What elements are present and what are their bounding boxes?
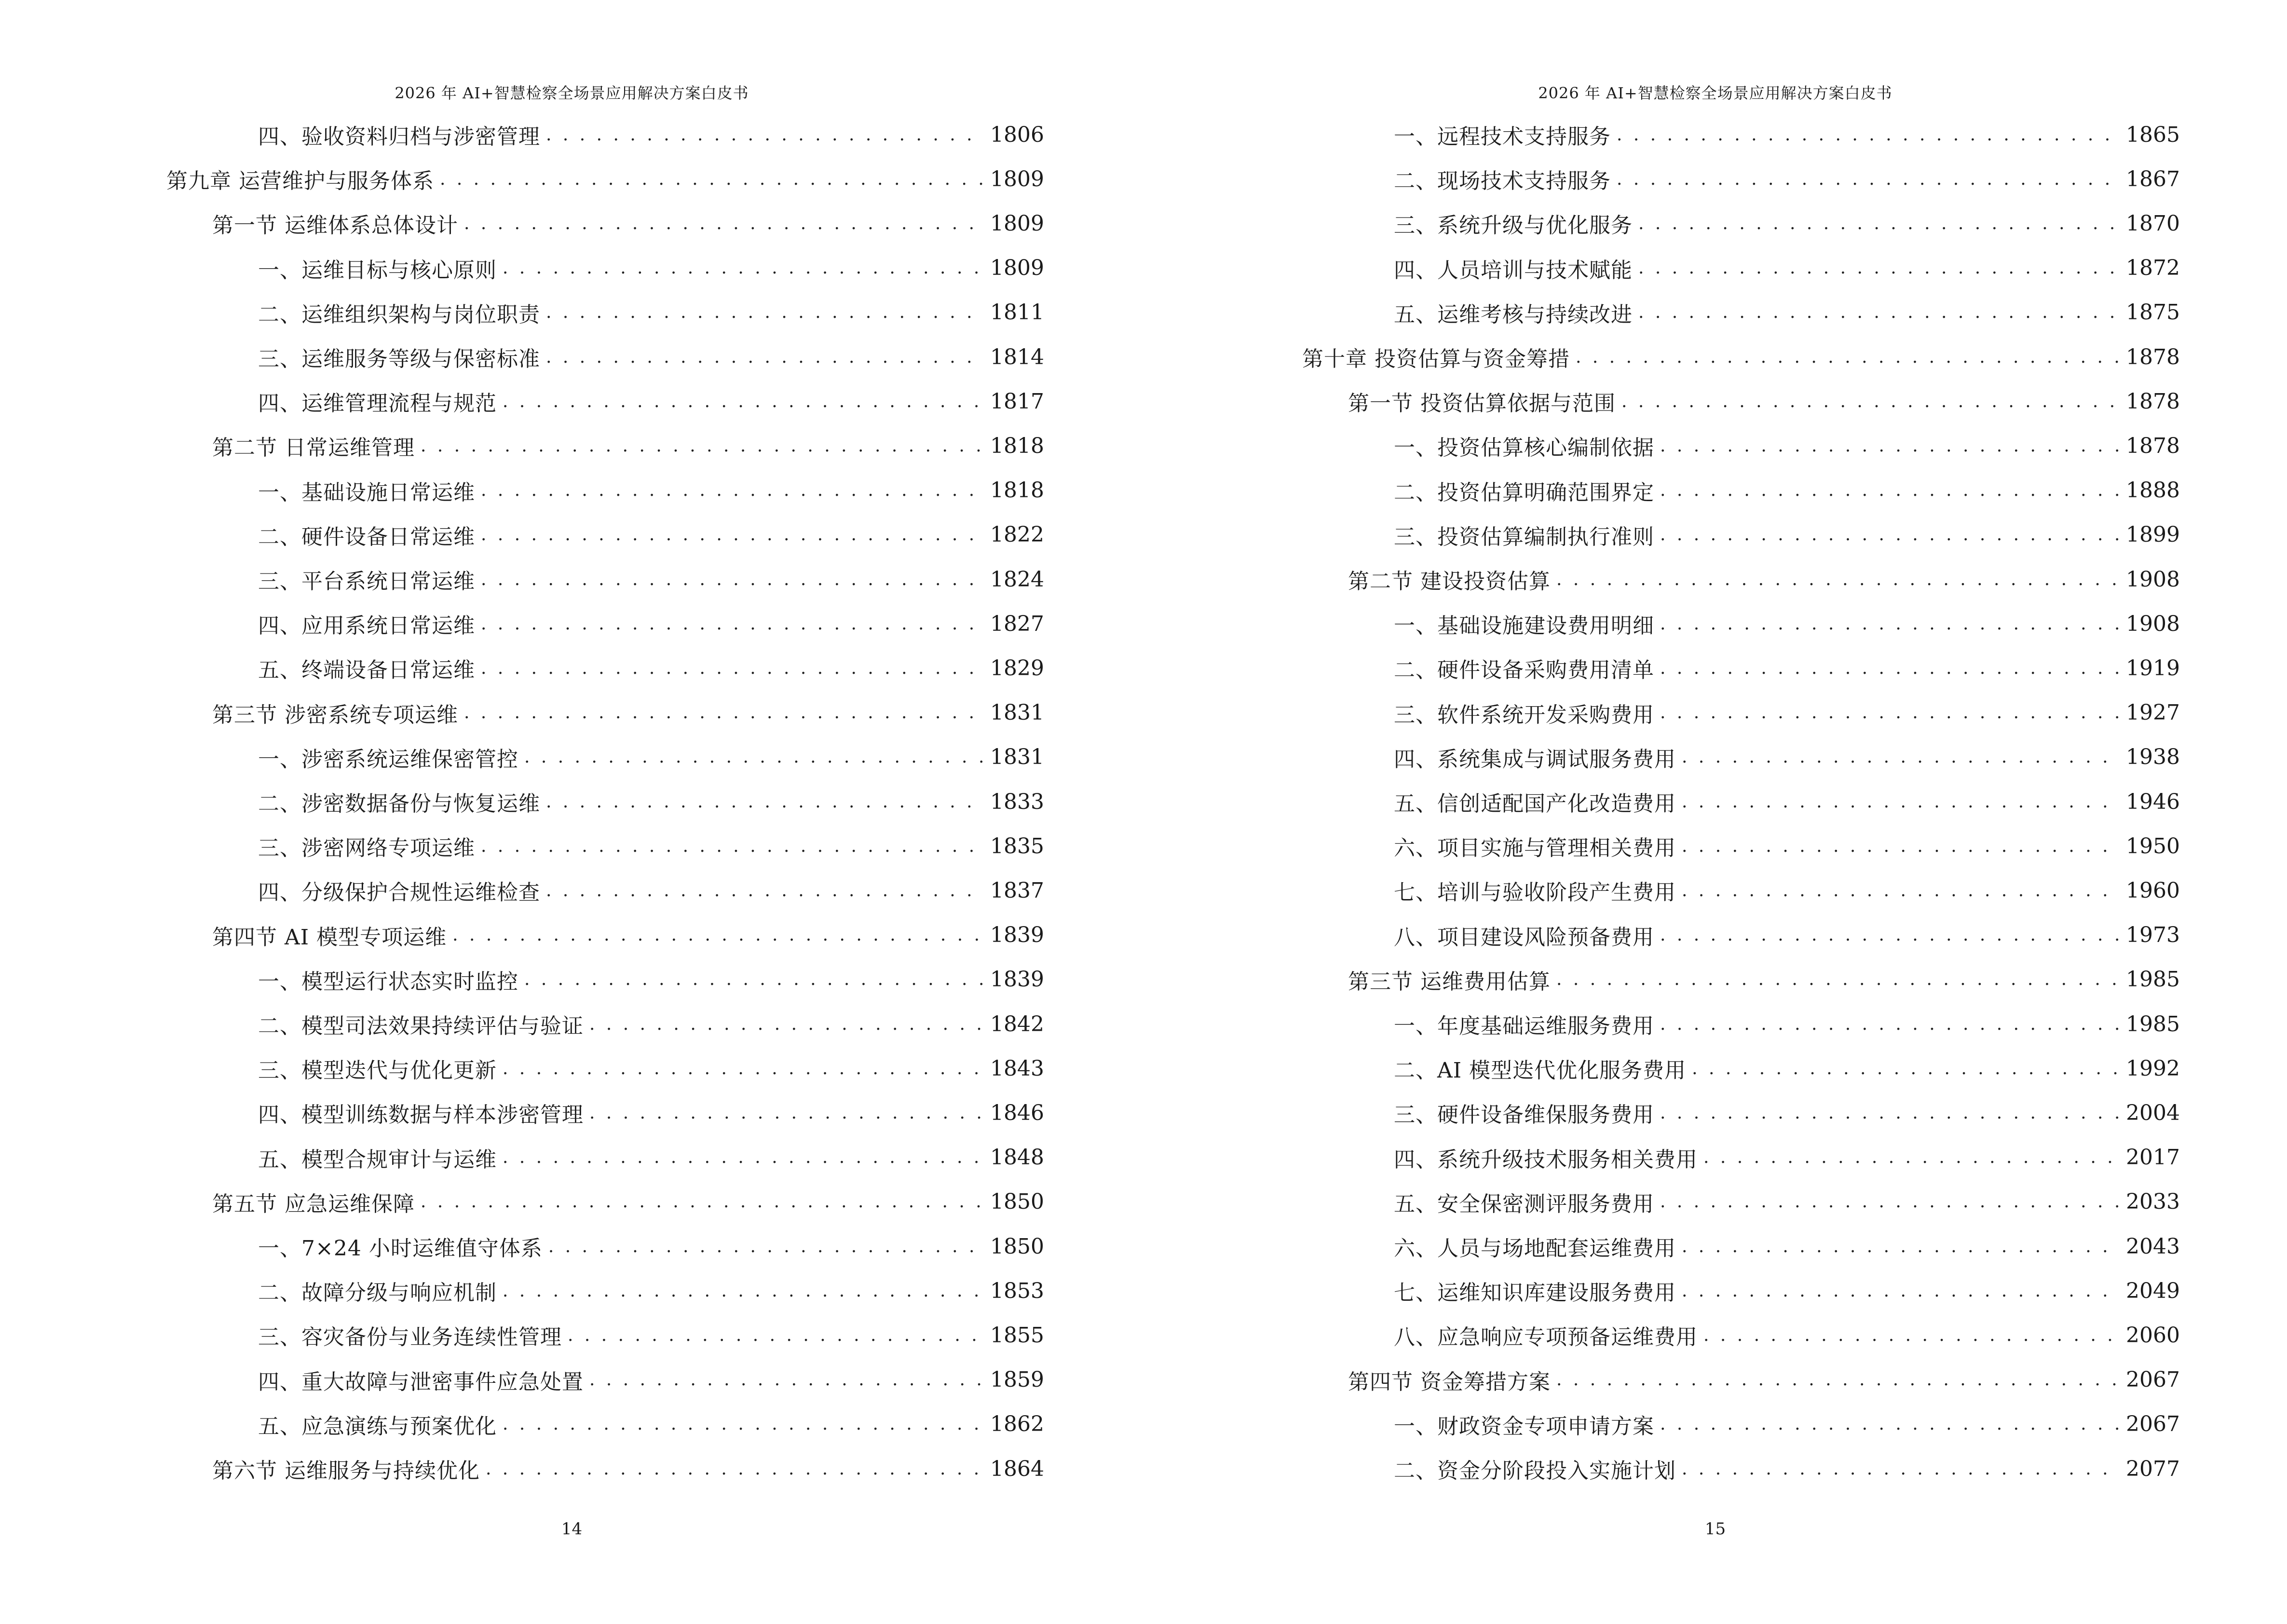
toc-entry-page: 1865 <box>2126 122 2180 147</box>
dot-leader <box>503 1059 984 1078</box>
dot-leader <box>1638 214 2120 233</box>
toc-entry-page: 1992 <box>2126 1056 2180 1081</box>
toc-item[interactable] <box>1394 162 2180 196</box>
dot-leader <box>1682 1237 2120 1256</box>
toc-entry-page: 1811 <box>990 300 1044 325</box>
toc-entry-title: 二、AI 模型迭代优化服务费用 <box>1394 1058 1687 1083</box>
toc-entry-title: 五、终端设备日常运维 <box>258 658 475 683</box>
dot-leader <box>503 1147 984 1167</box>
toc-item[interactable] <box>1394 1096 2180 1130</box>
toc-entry-title: 三、平台系统日常运维 <box>258 569 475 594</box>
toc-entry-page: 1859 <box>990 1367 1044 1392</box>
toc-entry-title: 第二节 日常运维管理 <box>212 436 415 461</box>
toc-item[interactable] <box>258 1229 1044 1263</box>
toc-entry-page: 1824 <box>990 567 1044 592</box>
toc-item[interactable] <box>258 873 1044 907</box>
dot-leader <box>1682 792 2120 812</box>
toc-item[interactable] <box>258 1407 1044 1441</box>
toc-entry-page: 1985 <box>2126 967 2180 992</box>
toc-entry-title: 第一节 运维体系总体设计 <box>212 213 458 238</box>
dot-leader <box>503 258 984 278</box>
dot-leader <box>421 1192 984 1212</box>
toc-section[interactable] <box>1348 1363 2180 1397</box>
dot-leader <box>481 525 984 545</box>
toc-entry-page: 2049 <box>2126 1278 2180 1303</box>
toc-entry-title: 一、运维目标与核心原则 <box>258 258 497 283</box>
dot-leader <box>1682 1459 2120 1479</box>
toc-item[interactable] <box>1394 1051 2180 1085</box>
toc-item[interactable] <box>258 1007 1044 1041</box>
toc-entry-page: 1946 <box>2126 789 2180 814</box>
dot-leader <box>1638 258 2120 278</box>
toc-entry-title: 二、故障分级与响应机制 <box>258 1281 497 1306</box>
toc-entry-page: 1833 <box>990 789 1044 814</box>
toc-entry-title: 一、7×24 小时运维值守体系 <box>258 1236 543 1261</box>
toc-entry-page: 1837 <box>990 878 1044 903</box>
dot-leader <box>1660 1014 2120 1034</box>
toc-section[interactable] <box>212 918 1044 952</box>
toc-entry-page: 1985 <box>2126 1011 2180 1037</box>
toc-section[interactable] <box>212 206 1044 240</box>
toc-item[interactable] <box>258 251 1044 285</box>
toc-item[interactable] <box>258 118 1044 151</box>
toc-entry-title: 第二节 建设投资估算 <box>1348 569 1551 594</box>
toc-item[interactable] <box>258 518 1044 552</box>
toc-item[interactable] <box>258 607 1044 641</box>
toc-entry-page: 1867 <box>2126 166 2180 191</box>
dot-leader <box>1703 1147 2120 1167</box>
dot-leader <box>546 792 984 812</box>
toc-entry-page: 1853 <box>990 1278 1044 1303</box>
dot-leader <box>524 747 984 767</box>
toc-entry-page: 2043 <box>2126 1234 2180 1259</box>
toc-entry-title: 八、应急响应专项预备运维费用 <box>1394 1325 1698 1350</box>
dot-leader <box>503 1281 984 1301</box>
toc-item[interactable] <box>1394 1274 2180 1308</box>
toc-page-right <box>1144 0 2287 1624</box>
dot-leader <box>1621 392 2120 411</box>
toc-entry-page: 1850 <box>990 1189 1044 1215</box>
toc-section[interactable] <box>212 1452 1044 1486</box>
toc-entry-page: 1850 <box>990 1234 1044 1259</box>
toc-item[interactable] <box>258 296 1044 329</box>
toc-item[interactable] <box>258 1318 1044 1352</box>
dot-leader <box>1660 1103 2120 1123</box>
toc-entry-title: 一、涉密系统运维保密管控 <box>258 747 518 772</box>
dot-leader <box>546 125 984 145</box>
toc-entry-title: 第三节 运维费用估算 <box>1348 969 1551 994</box>
toc-item[interactable] <box>1394 829 2180 863</box>
toc-entry-title: 四、人员培训与技术赋能 <box>1394 258 1633 283</box>
toc-item[interactable] <box>1394 518 2180 552</box>
dot-leader <box>589 1103 984 1123</box>
dot-leader <box>589 1370 984 1390</box>
toc-entry-title: 一、年度基础运维服务费用 <box>1394 1014 1654 1038</box>
toc-entry-page: 1835 <box>990 833 1044 859</box>
toc-item[interactable] <box>1394 607 2180 641</box>
toc-entry-page: 1806 <box>990 122 1044 147</box>
toc-entry-title: 二、硬件设备采购费用清单 <box>1394 658 1654 683</box>
dot-leader <box>524 969 984 989</box>
dot-leader <box>1703 1325 2120 1345</box>
toc-entry-title: 七、运维知识库建设服务费用 <box>1394 1281 1676 1306</box>
toc-item[interactable] <box>1394 651 2180 685</box>
toc-entry-page: 1899 <box>2126 522 2180 547</box>
dot-leader <box>481 480 984 500</box>
dot-leader <box>1556 570 2120 589</box>
toc-item[interactable] <box>1394 785 2180 819</box>
toc-entry-title: 第六节 运维服务与持续优化 <box>212 1459 480 1483</box>
toc-entry-title: 二、现场技术支持服务 <box>1394 169 1611 194</box>
toc-entry-page: 2017 <box>2126 1145 2180 1170</box>
dot-leader <box>1660 925 2120 945</box>
toc-entry-title: 一、财政资金专项申请方案 <box>1394 1414 1654 1439</box>
toc-entry-page: 1822 <box>990 522 1044 547</box>
toc-item[interactable] <box>258 1274 1044 1308</box>
toc-entry-title: 三、运维服务等级与保密标准 <box>258 347 540 371</box>
toc-entry-title: 二、运维组织架构与岗位职责 <box>258 302 540 327</box>
dot-leader <box>1660 436 2120 456</box>
toc-entry-title: 三、系统升级与优化服务 <box>1394 213 1633 238</box>
toc-entry-title: 第一节 投资估算依据与范围 <box>1348 391 1616 416</box>
dot-leader <box>546 881 984 901</box>
toc-entry-page: 1839 <box>990 923 1044 948</box>
toc-item[interactable] <box>258 562 1044 596</box>
toc-entry-title: 二、模型司法效果持续评估与验证 <box>258 1014 584 1038</box>
toc-entry-page: 1814 <box>990 344 1044 369</box>
toc-entry-page: 1938 <box>2126 745 2180 770</box>
toc-entry-title: 二、涉密数据备份与恢复运维 <box>258 792 540 816</box>
toc-item[interactable] <box>1394 740 2180 774</box>
toc-entry-title: 五、应急演练与预案优化 <box>258 1414 497 1439</box>
toc-entry-page: 1875 <box>2126 300 2180 325</box>
dot-leader <box>1682 881 2120 901</box>
toc-section[interactable] <box>1348 562 2180 596</box>
dot-leader <box>1660 1414 2120 1434</box>
toc-entry-page: 2060 <box>2126 1323 2180 1348</box>
toc-entry-page: 2077 <box>2126 1456 2180 1481</box>
toc-section[interactable] <box>1348 384 2180 418</box>
toc-entry-title: 四、重大故障与泄密事件应急处置 <box>258 1369 584 1394</box>
dot-leader <box>440 169 984 189</box>
toc-entry-title: 六、人员与场地配套运维费用 <box>1394 1236 1676 1261</box>
toc-entry-page: 1888 <box>2126 478 2180 503</box>
toc-entry-title: 三、软件系统开发采购费用 <box>1394 702 1654 727</box>
toc-entry-page: 1839 <box>990 967 1044 992</box>
toc-entry-title: 五、运维考核与持续改进 <box>1394 302 1633 327</box>
toc-entry-page: 1855 <box>990 1323 1044 1348</box>
toc-entry-page: 1817 <box>990 389 1044 414</box>
dot-leader <box>1660 703 2120 723</box>
toc-item[interactable] <box>258 474 1044 507</box>
dot-leader <box>568 1325 984 1345</box>
toc-entry-title: 三、投资估算编制执行准则 <box>1394 524 1654 549</box>
toc-chapter[interactable] <box>1302 340 2180 374</box>
toc-entry-title: 二、资金分阶段投入实施计划 <box>1394 1459 1676 1483</box>
toc-entry-title: 五、模型合规审计与运维 <box>258 1147 497 1172</box>
toc-section[interactable] <box>212 1185 1044 1219</box>
toc-entry-page: 1842 <box>990 1011 1044 1037</box>
dot-leader <box>481 658 984 678</box>
toc-item[interactable] <box>1394 296 2180 329</box>
toc-entry-title: 第五节 应急运维保障 <box>212 1191 415 1216</box>
toc-entry-title: 一、模型运行状态实时监控 <box>258 969 518 994</box>
dot-leader <box>464 214 984 233</box>
toc-item[interactable] <box>258 963 1044 996</box>
toc-entry-page: 1908 <box>2126 567 2180 592</box>
dot-leader <box>1682 747 2120 767</box>
toc-entry-title: 八、项目建设风险预备费用 <box>1394 925 1654 950</box>
toc-entry-page: 1862 <box>990 1412 1044 1437</box>
toc-entry-page: 1809 <box>990 256 1044 281</box>
toc-entry-page: 1919 <box>2126 655 2180 681</box>
dot-leader <box>1556 969 2120 989</box>
toc-entry-page: 1843 <box>990 1056 1044 1081</box>
toc-item[interactable] <box>258 384 1044 418</box>
page-number: 14 <box>561 1519 583 1539</box>
toc-entry-title: 第九章 运营维护与服务体系 <box>166 169 434 194</box>
toc-entry-page: 1829 <box>990 655 1044 681</box>
toc-entry-title: 三、容灾备份与业务连续性管理 <box>258 1325 562 1350</box>
toc-entry-page: 1870 <box>2126 211 2180 236</box>
dot-leader <box>1617 125 2120 145</box>
dot-leader <box>548 1237 984 1256</box>
toc-entry-title: 四、分级保护合规性运维检查 <box>258 880 540 905</box>
toc-entry-page: 1831 <box>990 700 1044 725</box>
toc-item[interactable] <box>1394 429 2180 463</box>
toc-entry-page: 1878 <box>2126 344 2180 369</box>
toc-item[interactable] <box>258 340 1044 374</box>
dot-leader <box>421 436 984 456</box>
toc-entry-page: 2067 <box>2126 1367 2180 1392</box>
dot-leader <box>1660 658 2120 678</box>
toc-item[interactable] <box>258 785 1044 819</box>
dot-leader <box>1682 1281 2120 1301</box>
toc-entry-page: 2033 <box>2126 1189 2180 1215</box>
toc-entry-title: 四、运维管理流程与规范 <box>258 391 497 416</box>
dot-leader <box>1660 614 2120 634</box>
toc-entry-page: 1864 <box>990 1456 1044 1481</box>
toc-entry-page: 1908 <box>2126 611 2180 636</box>
toc-item[interactable] <box>1394 1229 2180 1263</box>
toc-entry-title: 四、模型训练数据与样本涉密管理 <box>258 1103 584 1128</box>
toc-entry-title: 六、项目实施与管理相关费用 <box>1394 836 1676 861</box>
toc-item[interactable] <box>258 1141 1044 1174</box>
toc-entry-page: 1818 <box>990 478 1044 503</box>
dot-leader <box>486 1459 984 1479</box>
dot-leader <box>481 836 984 856</box>
dot-leader <box>481 570 984 589</box>
dot-leader <box>503 1414 984 1434</box>
dot-leader <box>464 703 984 723</box>
toc-section[interactable] <box>212 429 1044 463</box>
toc-item[interactable] <box>1394 1007 2180 1041</box>
toc-entry-title: 五、信创适配国产化改造费用 <box>1394 792 1676 816</box>
toc-entry-page: 2004 <box>2126 1100 2180 1125</box>
toc-entry-title: 一、远程技术支持服务 <box>1394 124 1611 149</box>
running-header: 2026 年 AI+智慧检察全场景应用解决方案白皮书 <box>395 84 749 102</box>
dot-leader <box>589 1014 984 1034</box>
dot-leader <box>1638 302 2120 322</box>
toc-entry-title: 三、涉密网络专项运维 <box>258 836 475 861</box>
toc-entry-title: 三、硬件设备维保服务费用 <box>1394 1103 1654 1128</box>
toc-entry-page: 1878 <box>2126 433 2180 458</box>
toc-entry-page: 1927 <box>2126 700 2180 725</box>
toc-entry-page: 2067 <box>2126 1412 2180 1437</box>
toc-entry-title: 第四节 AI 模型专项运维 <box>212 925 447 950</box>
toc-entry-title: 四、应用系统日常运维 <box>258 614 475 639</box>
page-number: 15 <box>1704 1519 1726 1539</box>
toc-entry-title: 四、系统升级技术服务相关费用 <box>1394 1147 1698 1172</box>
toc-entry-page: 1960 <box>2126 878 2180 903</box>
toc-entry-title: 三、模型迭代与优化更新 <box>258 1058 497 1083</box>
toc-entry-page: 1848 <box>990 1145 1044 1170</box>
toc-entry-title: 一、基础设施日常运维 <box>258 480 475 505</box>
toc-entry-page: 1809 <box>990 166 1044 191</box>
dot-leader <box>546 302 984 322</box>
toc-entry-page: 1809 <box>990 211 1044 236</box>
dot-leader <box>1660 480 2120 500</box>
dot-leader <box>481 614 984 634</box>
dot-leader <box>1692 1059 2120 1078</box>
toc-item[interactable] <box>1394 873 2180 907</box>
toc-entry-title: 第十章 投资估算与资金筹措 <box>1302 347 1570 371</box>
dot-leader <box>452 925 984 945</box>
toc-entry-title: 四、验收资料归档与涉密管理 <box>258 124 540 149</box>
toc-item[interactable] <box>1394 251 2180 285</box>
toc-entry-title: 第四节 资金筹措方案 <box>1348 1369 1551 1394</box>
toc-item[interactable] <box>258 740 1044 774</box>
toc-entry-title: 二、硬件设备日常运维 <box>258 524 475 549</box>
toc-item[interactable] <box>258 651 1044 685</box>
toc-item[interactable] <box>1394 1318 2180 1352</box>
toc-item[interactable] <box>1394 696 2180 730</box>
dot-leader <box>1660 525 2120 545</box>
toc-entry-title: 一、基础设施建设费用明细 <box>1394 614 1654 639</box>
toc-item[interactable] <box>1394 1185 2180 1219</box>
toc-entry-title: 第三节 涉密系统专项运维 <box>212 702 458 727</box>
toc-entry-page: 1818 <box>990 433 1044 458</box>
dot-leader <box>1660 1192 2120 1212</box>
toc-entry-title: 二、投资估算明确范围界定 <box>1394 480 1654 505</box>
toc-item[interactable] <box>1394 1407 2180 1441</box>
toc-entry-page: 1950 <box>2126 833 2180 859</box>
dot-leader <box>1556 1370 2120 1390</box>
dot-leader <box>1682 836 2120 856</box>
toc-entry-page: 1827 <box>990 611 1044 636</box>
dot-leader <box>1617 169 2120 189</box>
running-header: 2026 年 AI+智慧检察全场景应用解决方案白皮书 <box>1538 84 1892 102</box>
toc-item[interactable] <box>1394 1141 2180 1174</box>
toc-item[interactable] <box>258 1096 1044 1130</box>
toc-item[interactable] <box>1394 118 2180 151</box>
dot-leader <box>546 347 984 367</box>
toc-entry-page: 1878 <box>2126 389 2180 414</box>
toc-item[interactable] <box>1394 1452 2180 1486</box>
toc-item[interactable] <box>258 829 1044 863</box>
toc-item[interactable] <box>1394 474 2180 507</box>
toc-entry-page: 1846 <box>990 1100 1044 1125</box>
toc-section[interactable] <box>212 696 1044 730</box>
toc-section[interactable] <box>1348 963 2180 996</box>
toc-chapter[interactable] <box>166 162 1044 196</box>
dot-leader <box>1576 347 2120 367</box>
toc-entry-title: 四、系统集成与调试服务费用 <box>1394 747 1676 772</box>
toc-entry-title: 七、培训与验收阶段产生费用 <box>1394 880 1676 905</box>
toc-entry-page: 1831 <box>990 745 1044 770</box>
dot-leader <box>503 392 984 411</box>
toc-item[interactable] <box>1394 206 2180 240</box>
toc-item[interactable] <box>1394 918 2180 952</box>
toc-item[interactable] <box>258 1051 1044 1085</box>
toc-entry-title: 五、安全保密测评服务费用 <box>1394 1191 1654 1216</box>
toc-entry-title: 一、投资估算核心编制依据 <box>1394 436 1654 461</box>
toc-item[interactable] <box>258 1363 1044 1397</box>
toc-entry-page: 1872 <box>2126 256 2180 281</box>
toc-entry-page: 1973 <box>2126 923 2180 948</box>
